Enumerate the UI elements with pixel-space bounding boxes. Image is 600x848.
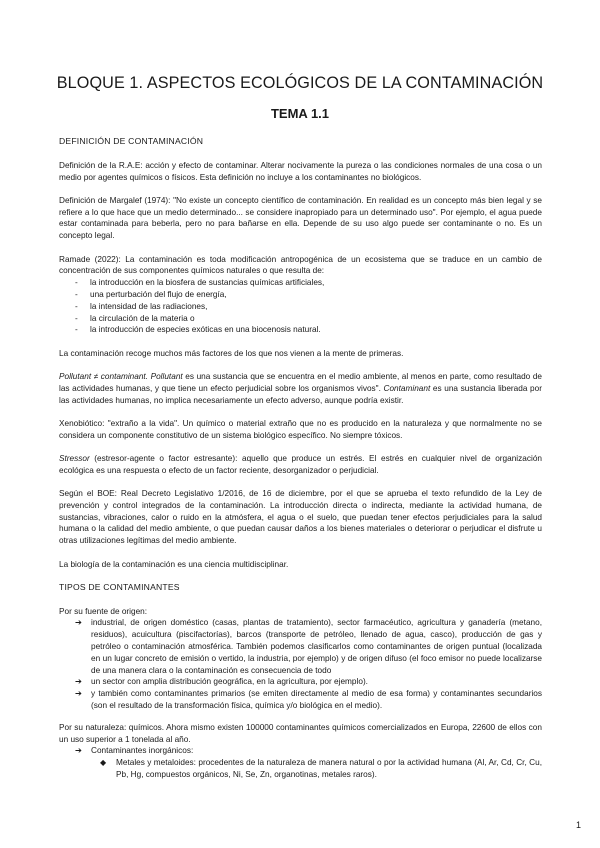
ramade-list <box>59 277 542 336</box>
paragraph-fuente: Por su fuente de origen: <box>59 606 148 616</box>
paragraph-biologia: La biología de la contaminación es una ciencia multidisciplinar. <box>59 559 289 569</box>
pollutant-term: Pollutant ≠ contaminant. Pollutant <box>59 371 183 381</box>
paragraph-pollutant <box>59 371 542 406</box>
list-item: - la intensidad de las radiaciones, <box>59 301 542 313</box>
page-subtitle: TEMA 1.1 <box>270 106 330 121</box>
fuente-list <box>59 617 542 711</box>
arrow-bullet-icon: ➔ <box>75 689 82 699</box>
paragraph-boe: Según el BOE: Real Decreto Legislativo 1/2016, de 16 de diciembre, por el que se aprueba el texto refundido de la Ley de prevención y control integrados de la contaminación. La introducción directa o indirecta, mediante la actividad humana, de sustancias, vibraciones, calor o ruido en la atmósfera, el agua o el suelo, que puedan tener efectos perjudiciales para la salud humana o la calidad del medio ambiente, o que puedan causar daños a los bienes materiales o deteriorar o perjudicar el disfrute u otras utilizaciones legítimas del medio ambiente. <box>59 489 542 546</box>
contaminant-term: Contaminant <box>383 383 431 393</box>
list-item: ◆ Metales y metaloides: procedentes de la naturaleza de manera natural o por la actividad humana (Al, Ar, Cd, Cr, Cu, Pb, Hg, compuestos orgánicos, Ni, Se, Zn, organotinas, metales raros). <box>100 758 542 779</box>
list-item: ➔ Contaminantes inorgánicos: ◆ Metales y metaloides: procedentes de la naturaleza de manera natural o por la actividad humana (Al, Ar, Cd, Cr, Cu, Pb, Hg, compuestos orgánicos, Ni, Se, Zn, organotinas, metales raros). <box>75 746 542 779</box>
stressor-term: Stressor <box>59 453 90 463</box>
list-item: ➔ un sector con amplia distribución geográfica, en la agricultura, por ejemplo). <box>75 677 368 687</box>
paragraph-rae: Definición de la R.A.E: acción y efecto de contaminar. Alterar nocivamente la pureza o las condiciones normales de una cosa o un medio por agentes químicos o físicos. Esta definición no incluye a los contaminantes no biológicos. <box>59 160 542 182</box>
list-item: - la circulación de la materia o <box>59 313 542 325</box>
list-item: - una perturbación del flujo de energía, <box>59 289 542 301</box>
paragraph-ramade: Ramade (2022): La contaminación es toda modificación antropogénica de un ecosistema que se traduce en un cambio de concentración de sus componentes químicos naturales o que resulta de: <box>59 254 542 276</box>
list-item: - la introducción en la biosfera de sustancias químicas artificiales, <box>59 277 542 289</box>
paragraph-stressor <box>59 453 542 477</box>
section-heading-definicion: DEFINICIÓN DE CONTAMINACIÓN <box>59 136 204 146</box>
diamond-bullet-icon: ◆ <box>100 758 107 768</box>
list-item: ➔ industrial, de origen doméstico (casas, plantas de tratamiento), sector farmacéutico, agricultura y ganadería (metano, residuos), acuicultura (piscifactorías), barcos (transporte de petróleo, llenado de agua, casco), producción de gas y petróleo o contaminación atmosférica. También podemos clasificarlos como contaminantes de origen puntual (localizada en un lugar concreto de emisión o vertido, la industria, por ejemplo) y de origen difuso (el foco emisor no puede localizarse de una manera clara o la contaminación es consecuencia de todo <box>75 618 542 675</box>
paragraph-naturaleza: Por su naturaleza: químicos. Ahora mismo existen 100000 contaminantes químicos comercializados en Europa, 22600 de ellos con un uso superior a 1 tonelada al año. <box>59 722 542 744</box>
inorganicos-list <box>91 757 542 781</box>
arrow-bullet-icon: ➔ <box>75 746 82 756</box>
arrow-bullet-icon: ➔ <box>75 618 82 628</box>
section-heading-tipos: TIPOS DE CONTAMINANTES <box>59 581 180 592</box>
document-body <box>59 136 542 791</box>
list-item: ➔ y también como contaminantes primarios (se emiten directamente al medio de esa forma) y contaminantes secundarios (son el resultado de la transformación física, química y/o biológica en el medio). <box>75 689 542 710</box>
paragraph-margalef: Definición de Margalef (1974): "No existe un concepto científico de contaminación. En realidad es un concepto más bien legal y se refiere a lo que hace que un medio determinado... se considere inapropiado para un determinado uso". Por ejemplo, el agua puede estar contaminada para beberla, pero no para bañarse en ella. Depende de su uso algo puede ser contaminante o no. Es un concepto legal. <box>59 195 542 241</box>
page-title: BLOQUE 1. ASPECTOS ECOLÓGICOS DE LA CONTAMINACIÓN <box>56 74 544 92</box>
arrow-bullet-icon: ➔ <box>75 677 82 687</box>
naturaleza-list <box>59 745 542 780</box>
contaminant-text: es una sustancia liberada por las actividades humanas, no implica necesariamente un efecto adverso, aunque podría existir. <box>59 383 542 405</box>
paragraph-recoge: La contaminación recoge muchos más factores de los que nos vienen a la mente de primeras. <box>59 348 404 358</box>
page-number: 1 <box>575 820 581 830</box>
list-item: - la introducción de especies exóticas en una biocenosis natural. <box>59 324 542 336</box>
stressor-text: (estresor-agente o factor estresante): aquello que produce un estrés. El estrés en cualquier nivel de organización ecológica es una respuesta o efecto de un factor reciente, desorganizador o perjudicial. <box>59 453 542 475</box>
paragraph-xenobiotico: Xenobiótico: "extraño a la vida". Un químico o material extraño que no es producido en la naturaleza y que normalmente no se considera un componente constitutivo de un sistema biológico específico. No siempre tóxicos. <box>59 418 542 440</box>
pollutant-text: es una sustancia que se encuentra en el medio ambiente, al menos en parte, como resultado de las actividades humanas, y que tiene un efecto perjudicial sobre los organismos vivos". <box>59 371 542 393</box>
